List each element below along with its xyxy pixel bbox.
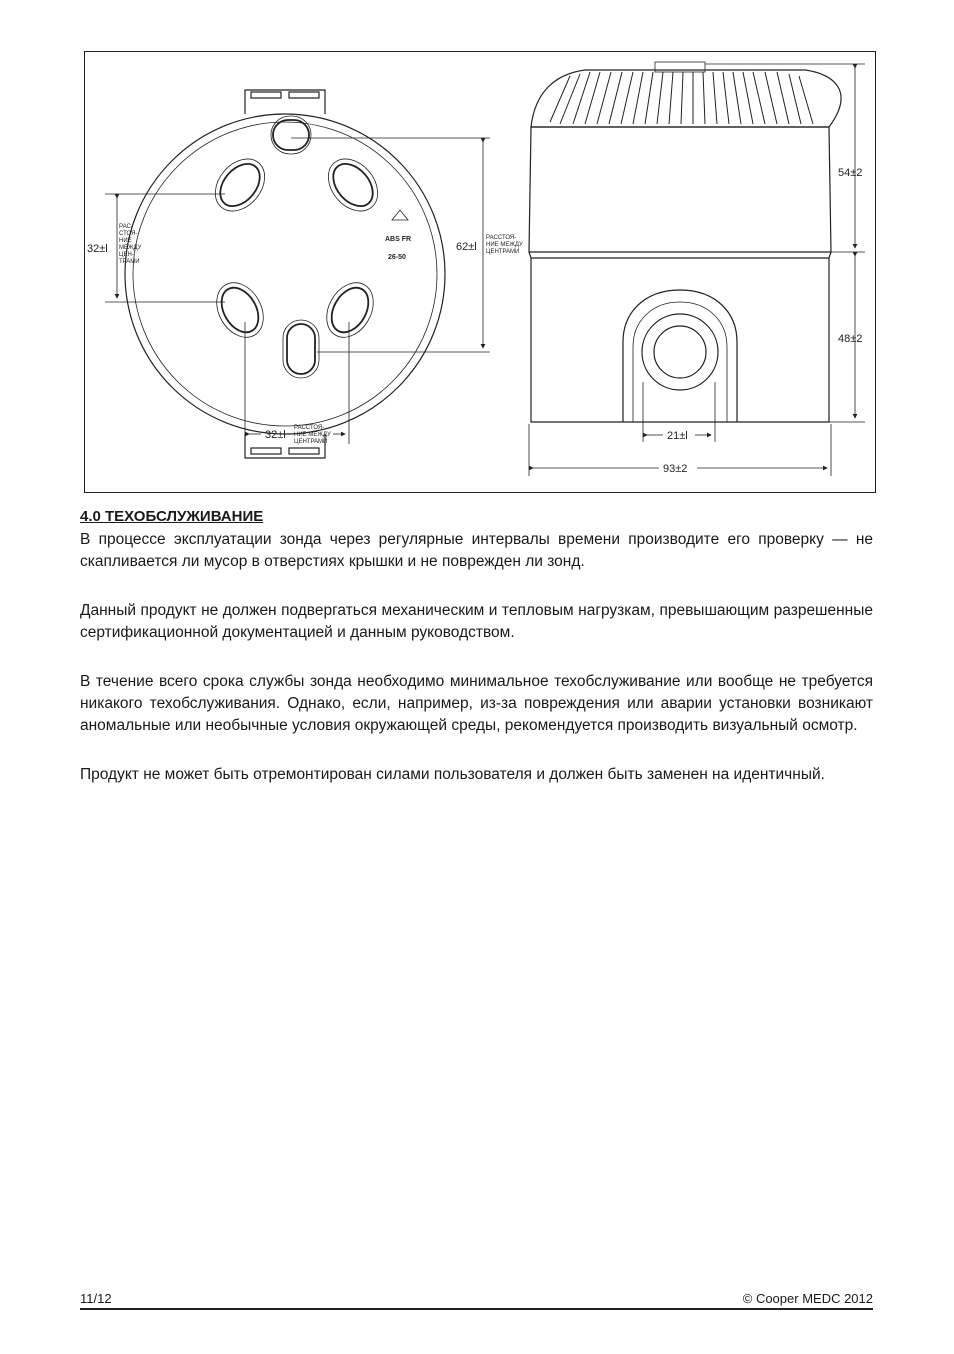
dim-upper: 54±2 — [838, 167, 863, 179]
dim-left-label — [119, 224, 142, 265]
page-number: 11/12 — [80, 1291, 112, 1306]
dim-right-label — [486, 235, 523, 255]
material-label: ABS FR — [385, 236, 412, 243]
page-footer — [80, 1289, 873, 1310]
svg-text:ЦЕН-: ЦЕН- — [119, 252, 134, 258]
paragraph-2: Данный продукт не должен подвергаться механическим и тепловым нагрузкам, превышающим разрешенные сертификационной документацией и данным руководством. — [80, 602, 873, 641]
copyright: © Cooper MEDC 2012 — [742, 1291, 873, 1306]
svg-text:РАССТОЯ-: РАССТОЯ- — [294, 425, 325, 431]
paragraph-4: Продукт не может быть отремонтирован силами пользователя и должен быть заменен на идентичный. — [80, 766, 825, 783]
drawing-svg — [85, 52, 875, 492]
dim-width: 93±2 — [663, 463, 688, 475]
dim-right-side-lines — [705, 64, 865, 422]
svg-text:НИЕ МЕЖДУ: НИЕ МЕЖДУ — [294, 432, 331, 438]
svg-text:ТРАМИ: ТРАМИ — [119, 259, 140, 265]
svg-text:ЦЕНТРАМИ: ЦЕНТРАМИ — [486, 249, 520, 255]
dim-bottom-value: 32±l — [265, 429, 286, 441]
paragraph-1: В процессе эксплуатации зонда через регулярные интервалы времени производите его проверку — не скапливается ли мусор в отверстиях крышки и не поврежден ли зонд. — [80, 531, 873, 570]
maintenance-section — [80, 508, 873, 813]
technical-drawing — [84, 51, 876, 493]
probe-side-view — [529, 62, 841, 422]
section-heading: 4.0 ТЕХОБСЛУЖИВАНИЕ — [80, 508, 264, 525]
paragraph-3: В течение всего срока службы зонда необходимо минимальное техобслуживание или вообще не требуется никакого техобслуживания. Однако, если, например, из-за повреждения или аварии установки возникают аномальные или необычные условия окружающей среды, рекомендуется производить визуальный осмотр. — [80, 673, 873, 734]
dim-right-value: 62±l — [456, 241, 477, 253]
base-top-view — [125, 90, 445, 458]
dim-left-value: 32±l — [87, 243, 108, 255]
dim-lower: 48±2 — [838, 333, 863, 345]
svg-text:НИЕ: НИЕ — [119, 238, 132, 244]
dim-hole: 21±l — [667, 430, 688, 442]
svg-text:НИЕ МЕЖДУ: НИЕ МЕЖДУ — [486, 242, 523, 248]
svg-text:СТОЯ-: СТОЯ- — [119, 231, 138, 237]
svg-text:МЕЖДУ: МЕЖДУ — [119, 245, 142, 251]
svg-text:РАС-: РАС- — [119, 224, 133, 230]
svg-text:ЦЕНТРАМИ: ЦЕНТРАМИ — [294, 439, 328, 445]
material-code: 26-50 — [388, 254, 406, 261]
dim-bottom-label — [294, 425, 331, 445]
svg-text:РАССТОЯ-: РАССТОЯ- — [486, 235, 517, 241]
